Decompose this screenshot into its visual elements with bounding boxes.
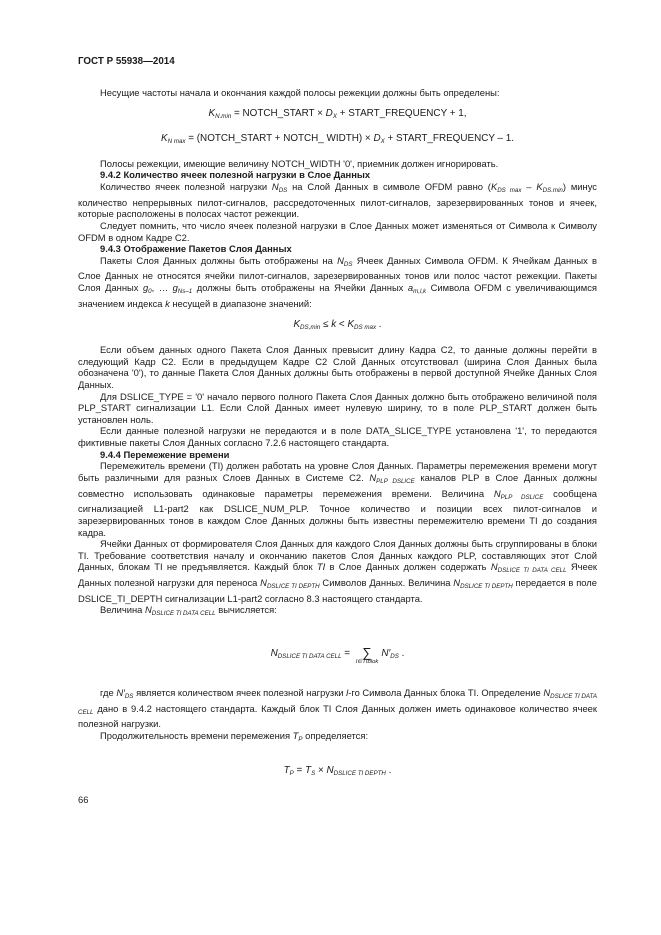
formula: $K_{N max}$ = (NOTCH_START + NOTCH_ WIDTH) × $D_X$ + START_FREQUENCY – 1. — [161, 132, 514, 146]
paragraph: Количество ячеек полезной нагрузки $N_{DS}$ на Слой Данных в символе OFDM равно $(K_{DS max} - K_{DS.min})$ минус количество непрерывных пилот-сигналов, рассредоточенных пилот-сигналов, зарезервированных тонов и ячеек, которые расположены в полосах частот режекции. — [78, 180, 597, 220]
paragraph: Если объем данных одного Пакета Слоя Данных превысит длину Кадра C2, то данные должны перейти в следующий Кадр C2. Если в предыдущем Кадре C2 Слой Данных отсутствовал (ширина Слоя Данных была обозначена '0'), то данные Пакета Слоя Данных должны быть отображены в первой доступной Ячейке Данных Слоя Данных. — [78, 344, 597, 390]
section-heading: 9.4.3 Отображение Пакетов Слоя Данных — [100, 243, 292, 255]
document-header: ГОСТ Р 55938—2014 — [78, 56, 175, 67]
section-heading: 9.4.2 Количество ячеек полезной нагрузки в Слое Данных — [100, 169, 371, 181]
paragraph: Следует помнить, что число ячеек полезной нагрузки в Слое Данных может изменяться от Символа к Символу OFDM в одном Кадре C2. — [78, 219, 597, 243]
paragraph: Полосы режекции, имеющие величину NOTCH_WIDTH '0', приемник должен игнорировать. — [100, 157, 499, 169]
paragraph: Несущие частоты начала и окончания каждой полосы режекции должны быть определены: — [100, 86, 500, 98]
paragraph: Если данные полезной нагрузки не передаются и в поле DATA_SLICE_TYPE установлена '1', то передаются фиктивные пакеты Слоя Данных согласно 7.2.6 настоящего стандарта. — [78, 425, 597, 448]
formula: $K_{DS,min} \le k < K_{DS max}$ . — [293, 319, 382, 332]
formula: $N_{DSLICE TI DATA CELL}$ = ∑ l∈TIblok $N'_{DS}$ . — [270, 645, 405, 666]
summation-symbol: ∑ l∈TIblok — [355, 645, 379, 666]
paragraph: Для DSLICE_TYPE = '0' начало первого полного Пакета Слоя Данных должно быть отображено величиной поля PLP_START сигнализации L1. Если Слой Данных имеет нулевую ширину, то в поле PLP_START должен быть установлен ноль. — [78, 390, 597, 425]
page-number: 66 — [78, 794, 89, 806]
document-body — [78, 87, 597, 780]
paragraph: Продолжительность времени перемежения $T_P$ определяется: — [100, 729, 369, 744]
paragraph: Ячейки Данных от формирователя Слоя Данных для каждого Слоя Данных должны быть сгруппированы в блоки TI. Требование соответствия началу и окончанию пакетов Слоя Данных каждого PLP, составляющих этот Слой Данных, блокам TI не предъявляется. Каждый блок TI в Слое Данных должен содержать $N_{DSLICE TI DATA CELL}$ Ячеек Данных полезной нагрузки для переноса $N_{DSLICE TI DEPTH}$ Символов Данных. Величина $N_{DSLICE TI DEPTH}$ передается в поле DSLICE_TI_DEPTH сигнализации L1-part2 согласно 8.3 настоящего стандарта. — [78, 538, 598, 604]
paragraph: Пакеты Слоя Данных должны быть отображены на $N_{DS}$ Ячеек Данных Символа OFDM. К Ячейкам Данных в Слое Данных не относятся ячейки пилот-сигналов, зарезервированных тонов или полос частот режекции. Пакеты Слоя Данных $g_0$, … $g_{Ns-1}$ должны быть отображены на Ячейки Данных $a_{m,l,k}$ Символа OFDM с увеличивающимся значением индекса k несущей в диапазоне значений: — [78, 254, 597, 309]
paragraph: Перемежитель времени (TI) должен работать на уровне Слоя Данных. Параметры перемежения времени могут быть различными для разных Слоев Данных в Системе C2. $N_{PLP DSLICE}$ каналов PLP в Слое Данных должны совместно использовать одинаковые параметры перемежения времени. Величина $N_{PLP DSLICE}$ сообщена сигнализацией L1-part2 как DSLICE_NUM_PLP. Точное количество и позиции всех пилот-сигналов и зарезервированных тонов в каждом Слое Данных должны быть известны перемежителю времени TI до создания кадра. — [78, 460, 597, 538]
formula: $K_{N.min}$ = NOTCH_START × $D_X$ + START_FREQUENCY + 1, — [208, 108, 467, 121]
section-heading: 9.4.4 Перемежение времени — [100, 448, 230, 460]
paragraph: Величина $N_{DSLICE TI DATA CELL}$ вычисляется: — [100, 604, 277, 618]
paragraph: где $N'_{DS}$ является количеством ячеек полезной нагрузки l-го Символа Данных блока TI. Определение $N_{DSLICE TI DATA CELL}$ дано в 9.4.2 настоящего стандарта. Каждый блок TI Слоя Данных должен иметь одинаковое количество ячеек полезной нагрузки. — [78, 686, 597, 730]
formula: $T_P = T_S \times N_{DSLICE TI DEPTH}$ . — [283, 764, 392, 777]
